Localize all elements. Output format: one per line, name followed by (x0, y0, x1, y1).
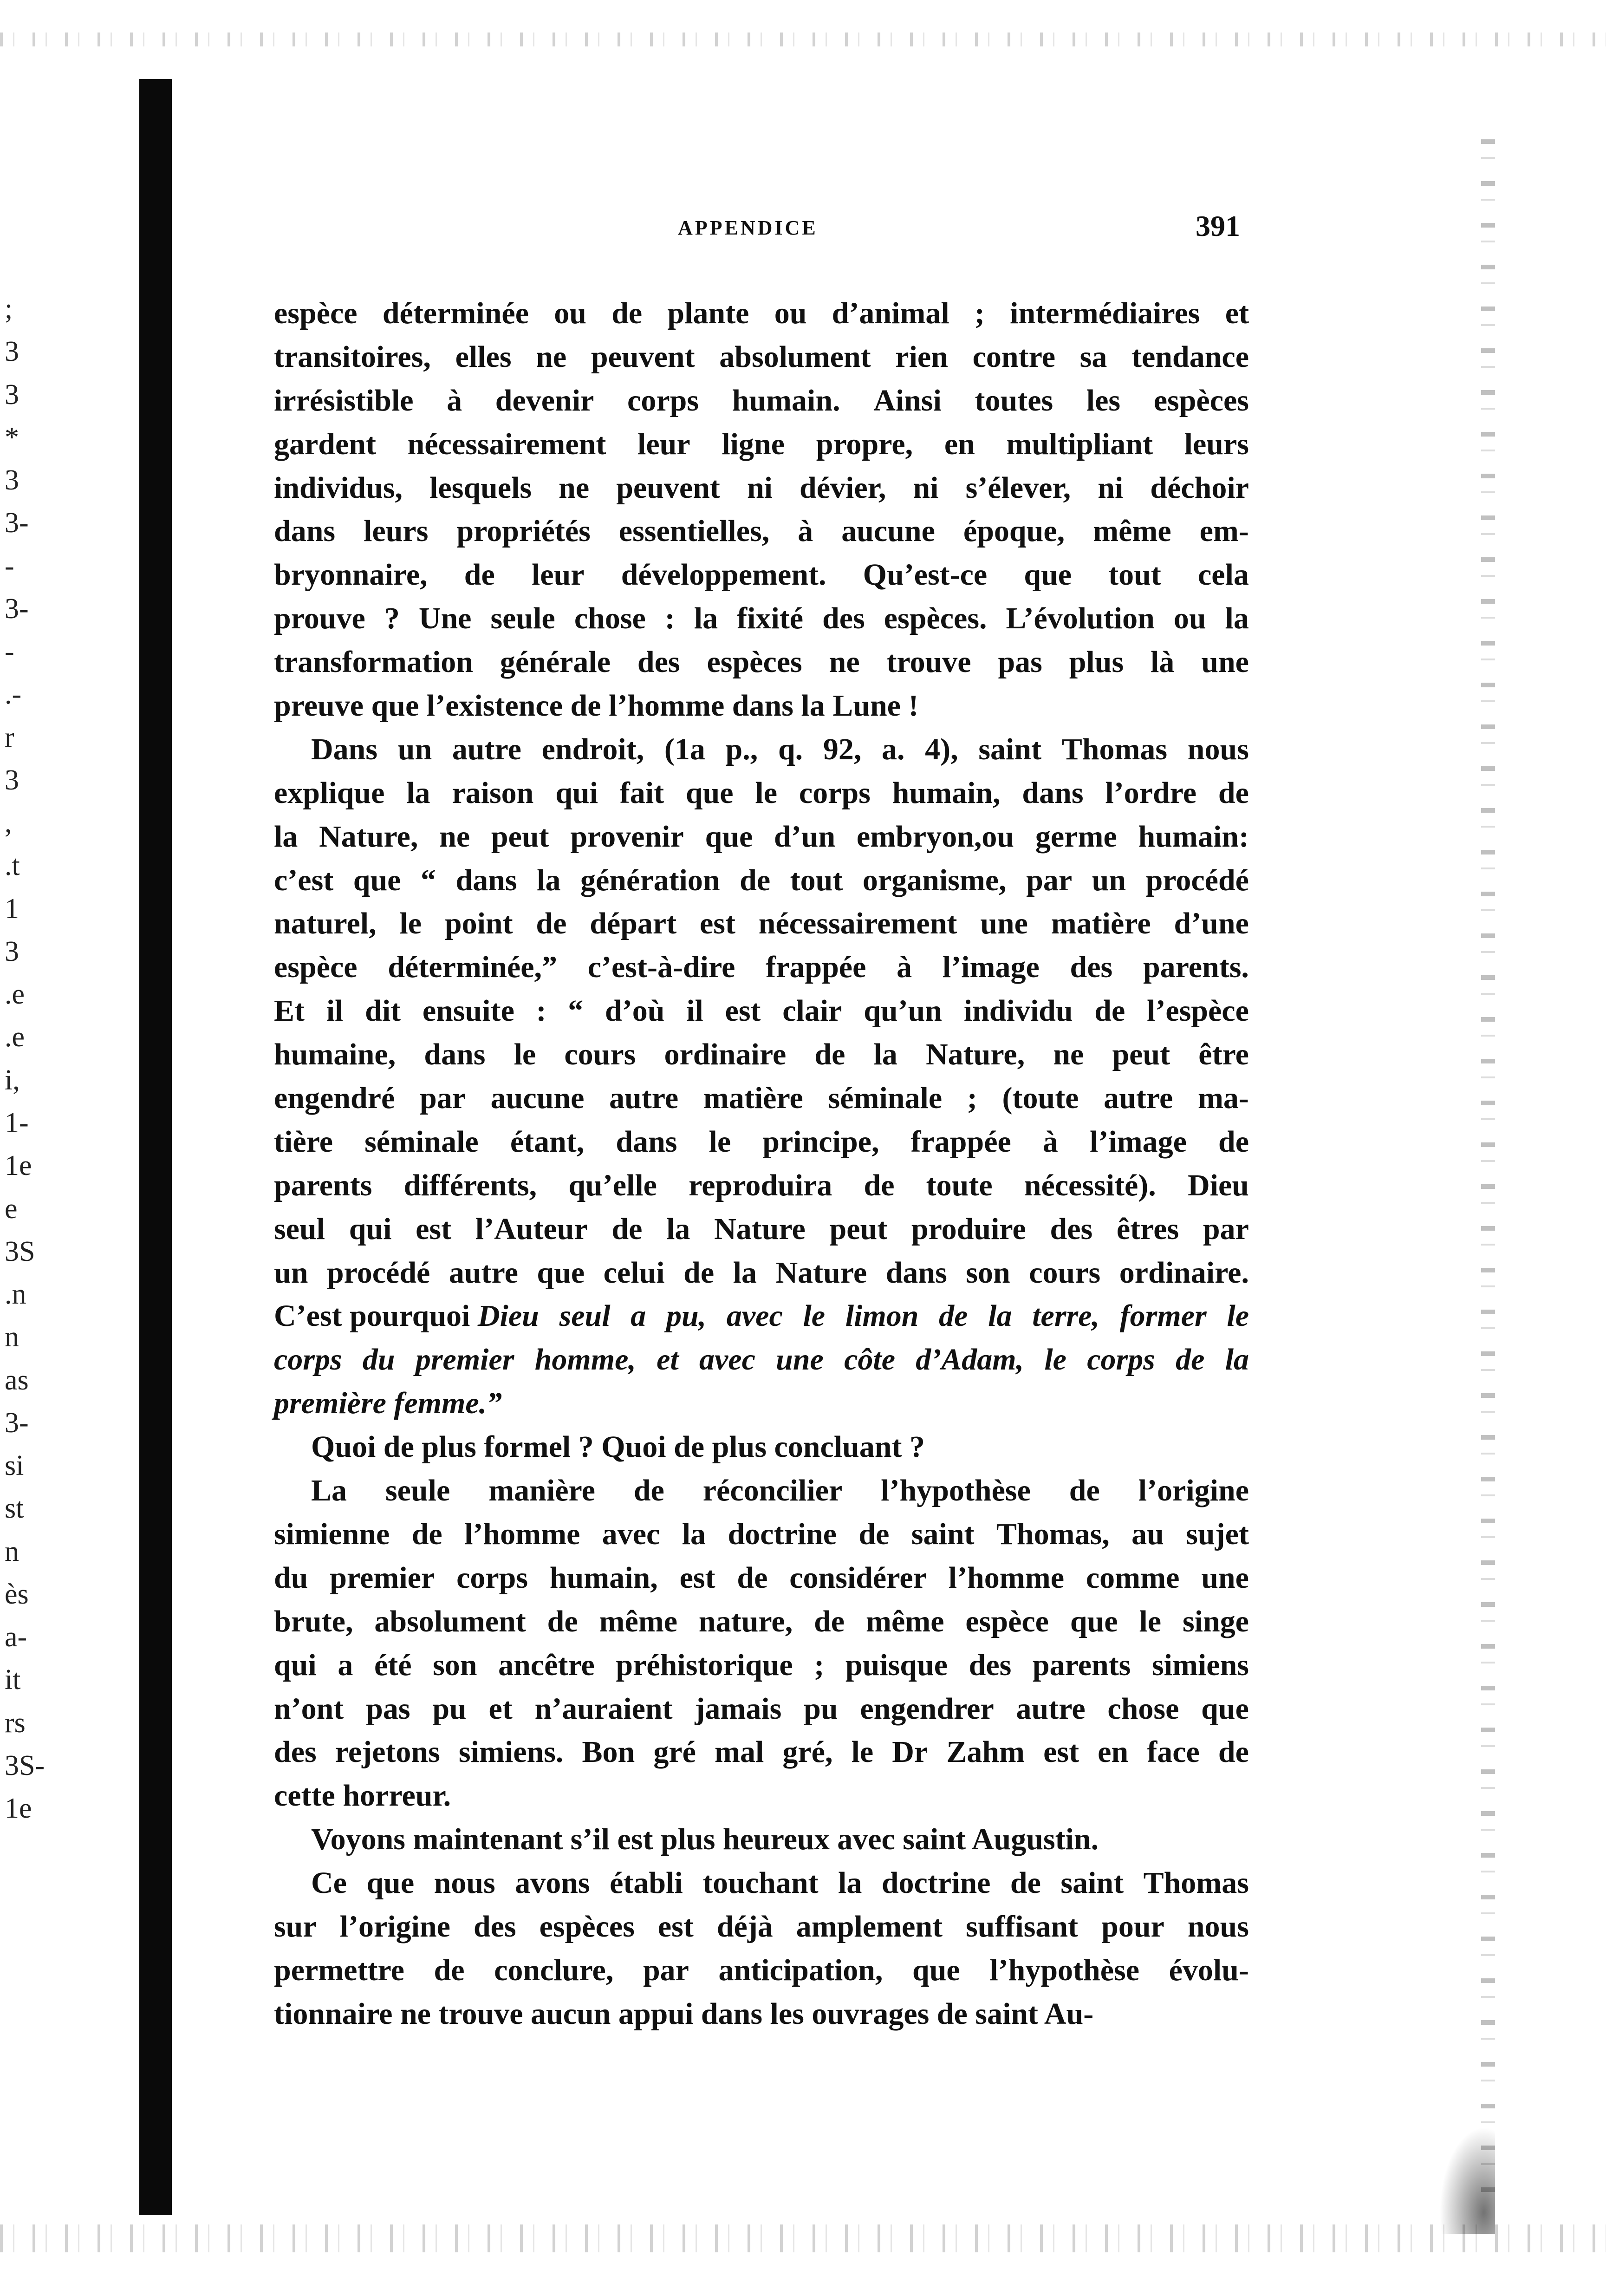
text-line: des rejetons simiens. Bon gré mal gré, le Dr Zahm est en face de (274, 1735, 1249, 1769)
text-line: Ce que nous avons établi touchant la doctrine de saint Thomas (311, 1866, 1249, 1900)
text-line: transformation générale des espèces ne trouve pas plus là une (274, 645, 1249, 679)
facing-page-fragment: ès (5, 1578, 29, 1610)
facing-page-fragment: .n (5, 1278, 26, 1311)
text-line: espèce déterminée ou de plante ou d’animal ; intermédiaires et (274, 296, 1249, 330)
facing-page-fragment: 3- (5, 1407, 29, 1439)
facing-page-fragment: 3- (5, 593, 29, 625)
facing-page-fragment: 3 (5, 336, 19, 368)
text-line (274, 1294, 1249, 1338)
italic-quote: Dieu seul a pu, avec le limon de la terre, former le (477, 1299, 1249, 1333)
facing-page-fragment: 3 (5, 764, 19, 796)
text-line: Quoi de plus formel ? Quoi de plus concluant ? (311, 1430, 925, 1464)
facing-page-fragment: 3S (5, 1235, 35, 1267)
facing-page-fragment: e (5, 1193, 18, 1225)
scan-noise-right (1481, 139, 1495, 2192)
text-line: c’est que “ dans la génération de tout organisme, par un procédé (274, 863, 1249, 897)
text-line: irrésistible à devenir corps humain. Ainsi toutes les espèces (274, 383, 1249, 417)
text-line-lead: C’est pourquoi (274, 1299, 478, 1333)
text-line: prouve ? Une seule chose : la fixité des espèces. L’évolution ou la (274, 601, 1249, 636)
text-line: Voyons maintenant s’il est plus heureux avec saint Augustin. (311, 1822, 1099, 1857)
text-line: tière séminale étant, dans le principe, frappée à l’image de (274, 1124, 1249, 1159)
text-line: seul qui est l’Auteur de la Nature peut produire des êtres par (274, 1212, 1249, 1246)
facing-page-fragment: , (5, 807, 12, 839)
facing-page-fragment: it (5, 1664, 21, 1696)
facing-page-fragment: 3- (5, 507, 29, 539)
text-line: simienne de l’homme avec la doctrine de saint Thomas, au sujet (274, 1517, 1249, 1551)
facing-page-fragment: a- (5, 1621, 27, 1653)
body-text (274, 292, 1249, 2036)
text-line: du premier corps humain, est de considérer l’homme comme une (274, 1560, 1249, 1595)
text-line: engendré par aucune autre matière séminale ; (toute autre ma- (274, 1081, 1249, 1115)
facing-page-fragment: n (5, 1535, 19, 1567)
facing-page-fragment: n (5, 1321, 19, 1353)
text-line: tionnaire ne trouve aucun appui dans les ouvrages de saint Au- (274, 1996, 1094, 2031)
facing-page-fragment: .t (5, 850, 20, 882)
text-line: permettre de conclure, par anticipation, que l’hypothèse évolu- (274, 1953, 1249, 1987)
text-line: Et il dit ensuite : “ d’où il est clair qu’un individu de l’espèce (274, 994, 1249, 1028)
text-line: sur l’origine des espèces est déjà amplement suffisant pour nous (274, 1909, 1249, 1944)
facing-page-fragment: r (5, 721, 14, 753)
text-line: humaine, dans le cours ordinaire de la Nature, ne peut être (274, 1037, 1249, 1072)
text-line: bryonnaire, de leur développement. Qu’est-ce que tout cela (274, 558, 1249, 592)
text-line: dans leurs propriétés essentielles, à aucune époque, même em- (274, 514, 1249, 548)
facing-page-fragment: .- (5, 678, 22, 711)
text-line: individus, lesquels ne peuvent ni dévier, ni s’élever, ni déchoir (274, 470, 1249, 505)
facing-page-fragment: 1e (5, 1793, 32, 1825)
text-line: La seule manière de réconcilier l’hypothèse de l’origine (311, 1474, 1249, 1508)
italic-quote: corps du premier homme, et avec une côte d’Adam, le corps de la (274, 1343, 1249, 1377)
book-spine-shadow (139, 79, 172, 2215)
facing-page-fragment: 3 (5, 935, 19, 967)
text-line: Dans un autre endroit, (1a p., q. 92, a. 4), saint Thomas nous (311, 732, 1249, 766)
facing-page-fragment: - (5, 550, 14, 582)
facing-page-fragment: - (5, 636, 14, 668)
facing-page-fragment: 3 (5, 464, 19, 496)
facing-page-fragment: ; (5, 293, 13, 325)
text-line: un procédé autre que celui de la Nature dans son cours ordinaire. (274, 1255, 1249, 1290)
text-line: explique la raison qui fait que le corps humain, dans l’ordre de (274, 776, 1249, 810)
scan-noise-top (0, 33, 1606, 46)
facing-page-fragment: 1- (5, 1107, 29, 1139)
text-line: espèce déterminée,” c’est-à-dire frappée à l’image des parents. (274, 950, 1249, 985)
facing-page-fragment: si (5, 1450, 24, 1482)
text-line: la Nature, ne peut provenir que d’un embryon,ou germe humain: (274, 819, 1249, 854)
scan-shadow-corner (1439, 2127, 1495, 2234)
facing-page-fragment: 3 (5, 378, 19, 411)
facing-page-fragment: i, (5, 1064, 20, 1096)
text-line: brute, absolument de même nature, de même espèce que le singe (274, 1604, 1249, 1638)
text-line: transitoires, elles ne peuvent absolument rien contre sa tendance (274, 339, 1249, 374)
facing-page-fragment: rs (5, 1707, 26, 1739)
facing-page-fragment: .e (5, 1021, 25, 1053)
facing-page-fragment: 1 (5, 893, 19, 925)
facing-page-fragment: st (5, 1493, 24, 1525)
facing-page-fragment: * (5, 421, 19, 453)
text-line: preuve que l’existence de l’homme dans la Lune ! (274, 689, 919, 723)
text-line: cette horreur. (274, 1779, 451, 1813)
facing-page-fragment: .e (5, 978, 25, 1011)
italic-quote: première femme.” (274, 1386, 502, 1421)
text-line: qui a été son ancêtre préhistorique ; puisque des parents simiens (274, 1648, 1249, 1682)
text-line (274, 1338, 1249, 1382)
text-line (274, 1382, 1249, 1425)
text-line: naturel, le point de départ est nécessairement une matière d’une (274, 907, 1249, 941)
facing-page-fragment: as (5, 1364, 29, 1396)
text-line: n’ont pas pu et n’auraient jamais pu engendrer autre chose que (274, 1691, 1249, 1726)
running-title: APPENDICE (678, 216, 818, 239)
facing-page-fragment: 3S- (5, 1749, 45, 1781)
page-number: 391 (1196, 209, 1240, 242)
scan-noise-bottom (0, 2224, 1606, 2252)
text-line: gardent nécessairement leur ligne propre, en multipliant leurs (274, 427, 1249, 461)
text-line: parents différents, qu’elle reproduira de toute nécessité). Dieu (274, 1168, 1249, 1202)
facing-page-fragment: 1e (5, 1150, 32, 1182)
